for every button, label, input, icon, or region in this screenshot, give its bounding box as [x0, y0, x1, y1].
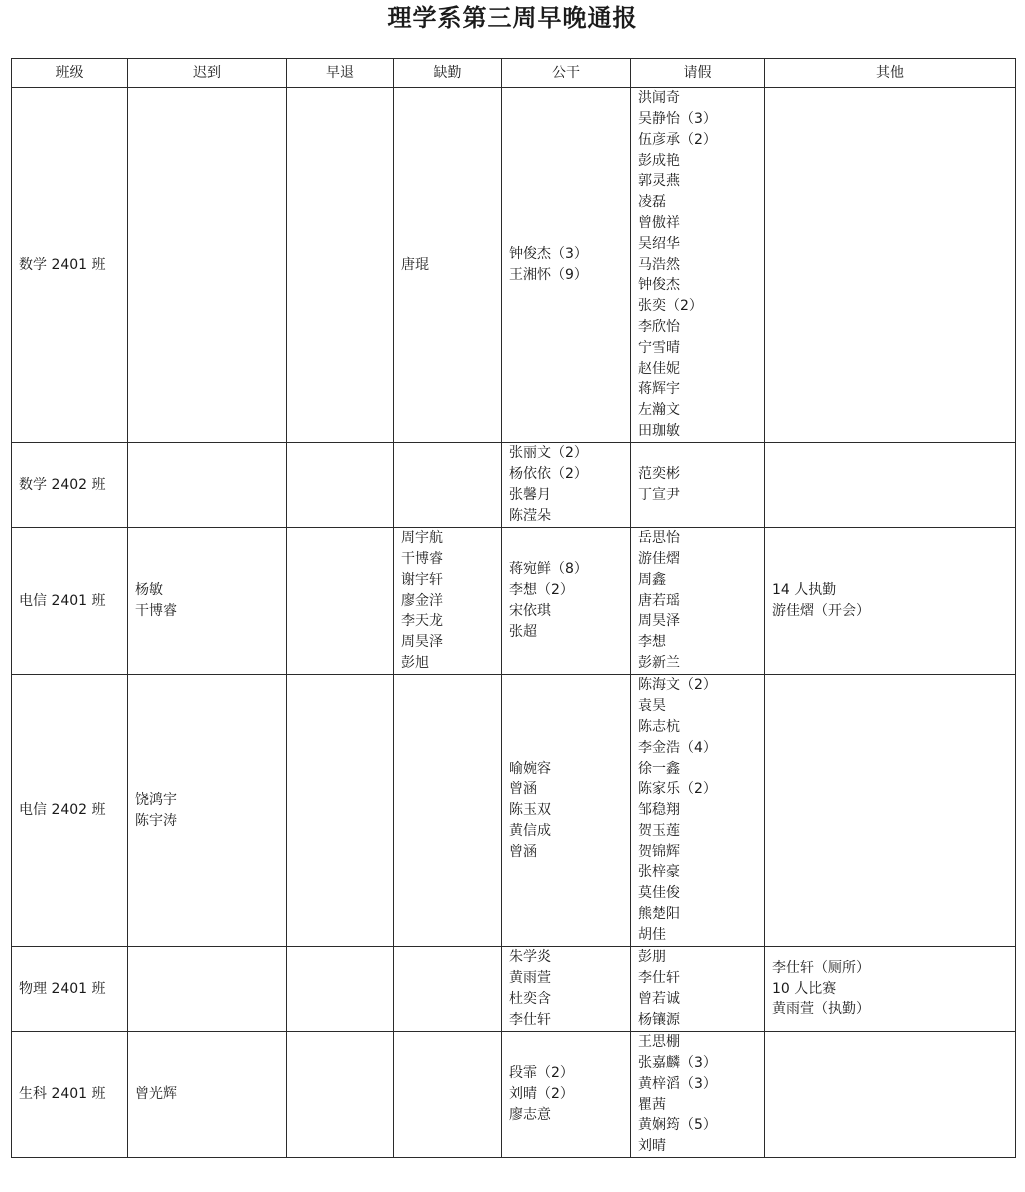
leave-name: 岳思怡 — [638, 530, 680, 547]
leave-name: 瞿茜 — [638, 1096, 666, 1113]
table-header — [12, 59, 1016, 88]
other-cell — [765, 88, 1016, 443]
class-name-cell: 物理 2401 班 — [12, 947, 128, 1032]
other-cell — [765, 947, 1016, 1032]
leave-name: 蒋辉宇 — [638, 381, 680, 398]
leave-cell-list — [638, 528, 764, 674]
leave-name: 凌磊 — [638, 194, 666, 211]
leave-name: 吴静怡（3） — [638, 111, 717, 128]
official-name: 陈玉双 — [509, 802, 551, 819]
absent-name: 谢宇轩 — [401, 571, 443, 588]
leave-name: 周鑫 — [638, 571, 666, 588]
leave-name: 邹稳翔 — [638, 802, 680, 819]
class-name-cell: 数学 2402 班 — [12, 443, 128, 528]
other-cell-list — [772, 580, 1015, 622]
header-late: 迟到 — [128, 59, 287, 88]
official-name: 黄信成 — [509, 822, 551, 839]
absent-name: 周昊泽 — [401, 634, 443, 651]
official-name: 朱学炎 — [509, 949, 551, 966]
official-name: 张馨月 — [509, 487, 551, 503]
late-cell-list — [135, 790, 286, 832]
absent-cell — [394, 88, 502, 443]
late-name: 饶鸿宇 — [135, 791, 177, 808]
official-name: 蒋宛鲜（8） — [509, 561, 588, 578]
leave-name: 张梓豪 — [638, 864, 680, 881]
early-leave-cell — [287, 443, 394, 528]
official-name: 曾涵 — [509, 843, 537, 860]
leave-name: 徐一鑫 — [638, 760, 680, 777]
early-leave-cell — [287, 88, 394, 443]
absent-cell-list — [401, 255, 501, 276]
leave-name: 吴绍华 — [638, 235, 680, 252]
leave-name: 李仕轩 — [638, 970, 680, 987]
leave-cell-list — [638, 675, 764, 945]
leave-name: 唐若瑶 — [638, 592, 680, 609]
other-cell — [765, 675, 1016, 947]
official-cell-list — [509, 759, 630, 863]
leave-name: 熊楚阳 — [638, 906, 680, 923]
official-cell-list — [509, 559, 630, 642]
leave-cell-list — [638, 464, 764, 506]
absent-cell — [394, 947, 502, 1032]
official-cell — [502, 443, 631, 528]
official-cell — [502, 675, 631, 947]
leave-name: 马浩然 — [638, 256, 680, 273]
leave-cell — [631, 947, 765, 1032]
leave-name: 陈海文（2） — [638, 677, 717, 694]
leave-name: 张奕（2） — [638, 298, 703, 315]
class-name-cell: 生科 2401 班 — [12, 1032, 128, 1158]
header-official: 公干 — [502, 59, 631, 88]
table-row — [12, 528, 1016, 675]
official-name: 张超 — [509, 623, 537, 640]
official-name: 李想（2） — [509, 582, 574, 599]
late-cell-list — [135, 1084, 286, 1105]
leave-name: 黄梓滔（3） — [638, 1075, 717, 1092]
leave-name: 贺玉莲 — [638, 822, 680, 839]
late-name: 陈宇涛 — [135, 812, 177, 829]
leave-name: 丁宣尹 — [638, 487, 680, 503]
official-cell-list — [509, 947, 630, 1030]
leave-cell — [631, 443, 765, 528]
other-cell — [765, 528, 1016, 675]
late-cell — [128, 1032, 287, 1158]
leave-name: 钟俊杰 — [638, 277, 680, 294]
leave-name: 游佳熠 — [638, 551, 680, 567]
leave-name: 杨镶源 — [638, 1011, 680, 1028]
late-cell — [128, 528, 287, 675]
late-cell — [128, 88, 287, 443]
leave-name: 彭成艳 — [638, 152, 680, 169]
late-cell-list — [135, 580, 286, 622]
table-row — [12, 443, 1016, 528]
official-name: 宋依琪 — [509, 603, 551, 619]
leave-name: 陈家乐（2） — [638, 781, 717, 798]
leave-name: 伍彦承（2） — [638, 131, 717, 148]
header-absent: 缺勤 — [394, 59, 502, 88]
official-cell — [502, 1032, 631, 1158]
leave-cell — [631, 528, 765, 675]
leave-name: 胡佳 — [638, 926, 666, 943]
absent-name: 唐琨 — [401, 256, 429, 273]
absent-cell-list — [401, 528, 501, 674]
late-cell — [128, 675, 287, 947]
other-note: 14 人执勤 — [772, 582, 837, 599]
official-cell-list — [509, 443, 630, 526]
early-leave-cell — [287, 528, 394, 675]
official-name: 刘晴（2） — [509, 1086, 574, 1103]
leave-cell — [631, 88, 765, 443]
official-name: 喻婉容 — [509, 760, 551, 777]
other-cell — [765, 1032, 1016, 1158]
other-cell-list — [772, 958, 1015, 1020]
leave-name: 张嘉麟（3） — [638, 1054, 717, 1071]
early-leave-cell — [287, 1032, 394, 1158]
class-name-cell: 电信 2402 班 — [12, 675, 128, 947]
official-name: 钟俊杰（3） — [509, 246, 588, 263]
official-name: 张丽文（2） — [509, 445, 588, 462]
leave-name: 范奕彬 — [638, 466, 680, 483]
absent-name: 李天龙 — [401, 613, 443, 630]
header-class: 班级 — [12, 59, 128, 88]
leave-name: 周昊泽 — [638, 613, 680, 630]
leave-cell-list — [638, 947, 764, 1030]
leave-name: 李金浩（4） — [638, 739, 717, 756]
official-name: 杨依依（2） — [509, 466, 588, 483]
official-cell-list — [509, 1063, 630, 1125]
other-note: 李仕轩（厕所） — [772, 959, 870, 976]
late-cell — [128, 947, 287, 1032]
header-leave: 请假 — [631, 59, 765, 88]
late-name: 杨敏 — [135, 582, 163, 599]
official-cell — [502, 88, 631, 443]
header-other: 其他 — [765, 59, 1016, 88]
absent-name: 廖金洋 — [401, 592, 443, 609]
leave-cell — [631, 1032, 765, 1158]
early-leave-cell — [287, 947, 394, 1032]
leave-name: 李欣怡 — [638, 318, 680, 335]
official-name: 王湘怀（9） — [509, 267, 588, 283]
absent-name: 彭旭 — [401, 654, 429, 671]
table-row — [12, 1032, 1016, 1158]
leave-name: 曾若诚 — [638, 991, 680, 1007]
absent-name: 干博睿 — [401, 551, 443, 567]
class-name-cell: 数学 2401 班 — [12, 88, 128, 443]
table-row — [12, 88, 1016, 443]
leave-cell — [631, 675, 765, 947]
leave-name: 田珈敏 — [638, 422, 680, 439]
attendance-report-table — [11, 58, 1016, 1158]
header-row — [12, 59, 1016, 88]
leave-name: 左瀚文 — [638, 402, 680, 419]
table-row — [12, 947, 1016, 1032]
table-row — [12, 675, 1016, 947]
leave-name: 彭朋 — [638, 949, 666, 966]
official-name: 李仕轩 — [509, 1011, 551, 1028]
other-note: 游佳熠（开会） — [772, 603, 870, 619]
leave-name: 袁昊 — [638, 698, 666, 715]
leave-name: 陈志杭 — [638, 718, 680, 735]
other-note: 黄雨萱（执勤） — [772, 1001, 870, 1018]
page-title: 理学系第三周早晚通报 — [387, 4, 638, 32]
leave-cell-list — [638, 1032, 764, 1157]
official-name: 段霏（2） — [509, 1065, 574, 1082]
leave-name: 曾傲祥 — [638, 215, 680, 231]
absent-cell — [394, 528, 502, 675]
leave-name: 洪闻奇 — [638, 90, 680, 107]
official-name: 黄雨萱 — [509, 970, 551, 987]
official-name: 陈滢朵 — [509, 507, 551, 524]
other-cell — [765, 443, 1016, 528]
leave-name: 李想 — [638, 634, 666, 651]
absent-name: 周宇航 — [401, 530, 443, 547]
official-name: 曾涵 — [509, 781, 537, 798]
leave-name: 宁雪晴 — [638, 339, 680, 356]
leave-cell-list — [638, 88, 764, 442]
leave-name: 郭灵燕 — [638, 173, 680, 190]
official-cell — [502, 947, 631, 1032]
official-name: 廖志意 — [509, 1106, 551, 1123]
official-cell — [502, 528, 631, 675]
absent-cell — [394, 675, 502, 947]
leave-name: 刘晴 — [638, 1138, 666, 1155]
leave-name: 彭新兰 — [638, 654, 680, 671]
early-leave-cell — [287, 675, 394, 947]
late-name: 曾光辉 — [135, 1086, 177, 1103]
absent-cell — [394, 443, 502, 528]
leave-name: 贺锦辉 — [638, 843, 680, 860]
leave-name: 赵佳妮 — [638, 360, 680, 377]
class-name-cell: 电信 2401 班 — [12, 528, 128, 675]
official-cell-list — [509, 244, 630, 286]
header-early-leave: 早退 — [287, 59, 394, 88]
other-note: 10 人比赛 — [772, 980, 837, 997]
late-cell — [128, 443, 287, 528]
table-body — [12, 88, 1016, 1158]
late-name: 干博睿 — [135, 603, 177, 619]
leave-name: 莫佳俊 — [638, 885, 680, 902]
leave-name: 王思棚 — [638, 1034, 680, 1051]
official-name: 杜奕含 — [509, 991, 551, 1007]
leave-name: 黄娴筠（5） — [638, 1117, 717, 1134]
absent-cell — [394, 1032, 502, 1158]
